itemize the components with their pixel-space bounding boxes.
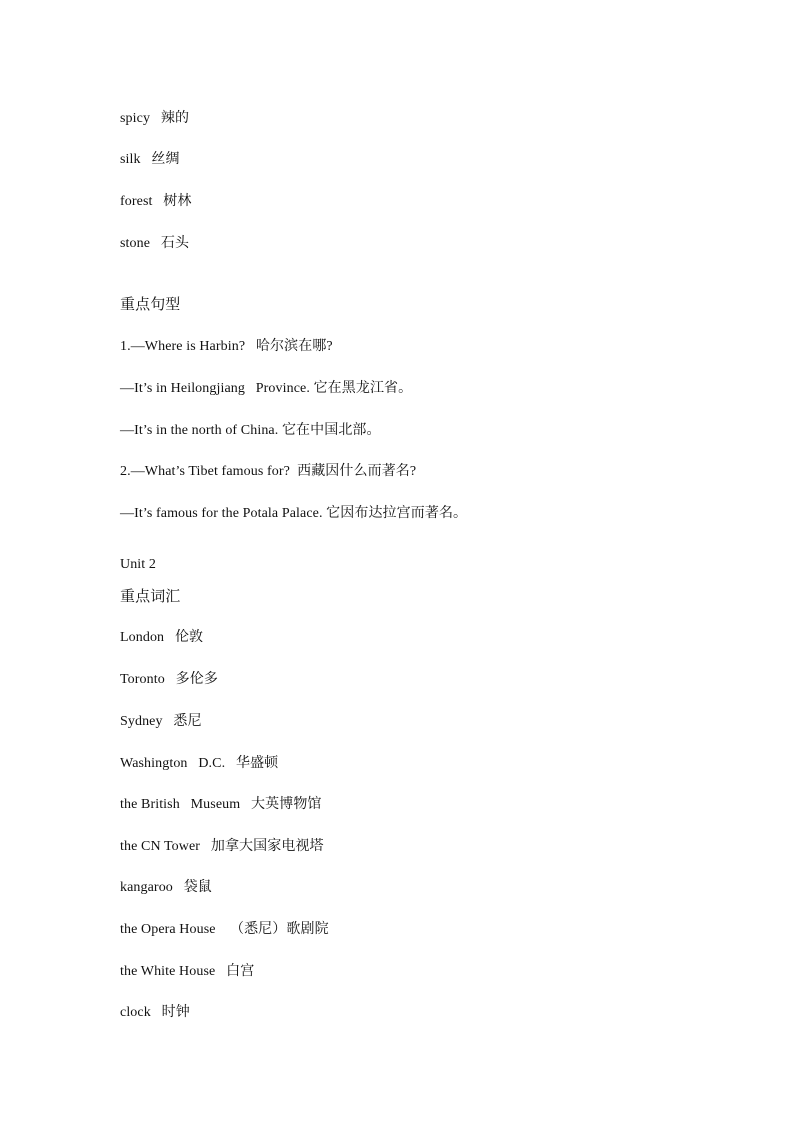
vocab-line-spicy: spicy 辣的 <box>120 111 190 126</box>
vocab-line-washington: Washington D.C. 华盛顿 <box>120 756 279 771</box>
vocab-line-british-museum: the British Museum 大英博物馆 <box>120 797 322 812</box>
vocab-line-stone: stone 石头 <box>120 236 190 251</box>
sentence-line-5: —It’s famous for the Potala Palace. 它因布达拉宫而著名。 <box>120 506 468 521</box>
sentence-line-1: 1.—Where is Harbin? 哈尔滨在哪? <box>120 339 333 354</box>
unit-title: Unit 2 <box>120 557 156 572</box>
vocab-line-sydney: Sydney 悉尼 <box>120 714 202 729</box>
vocab-line-white-house: the White House 白宫 <box>120 964 255 979</box>
vocab-line-clock: clock 时钟 <box>120 1005 190 1020</box>
vocab-line-kangaroo: kangaroo 袋鼠 <box>120 880 212 895</box>
vocab-line-forest: forest 树林 <box>120 194 192 209</box>
vocab-line-silk: silk 丝绸 <box>120 152 180 167</box>
vocab-line-cn-tower: the CN Tower 加拿大国家电视塔 <box>120 839 324 854</box>
sentence-line-3: —It’s in the north of China. 它在中国北部。 <box>120 423 381 438</box>
vocab-line-opera-house: the Opera House （悉尼）歌剧院 <box>120 922 329 937</box>
vocab-line-toronto: Toronto 多伦多 <box>120 672 218 687</box>
section-heading-key-vocabulary: 重点词汇 <box>120 589 181 605</box>
sentence-line-4: 2.—What’s Tibet famous for? 西藏因什么而著名? <box>120 464 417 479</box>
vocab-line-london: London 伦敦 <box>120 630 204 645</box>
sentence-line-2: —It’s in Heilongjiang Province. 它在黑龙江省。 <box>120 381 413 396</box>
section-heading-key-sentences: 重点句型 <box>120 297 181 313</box>
